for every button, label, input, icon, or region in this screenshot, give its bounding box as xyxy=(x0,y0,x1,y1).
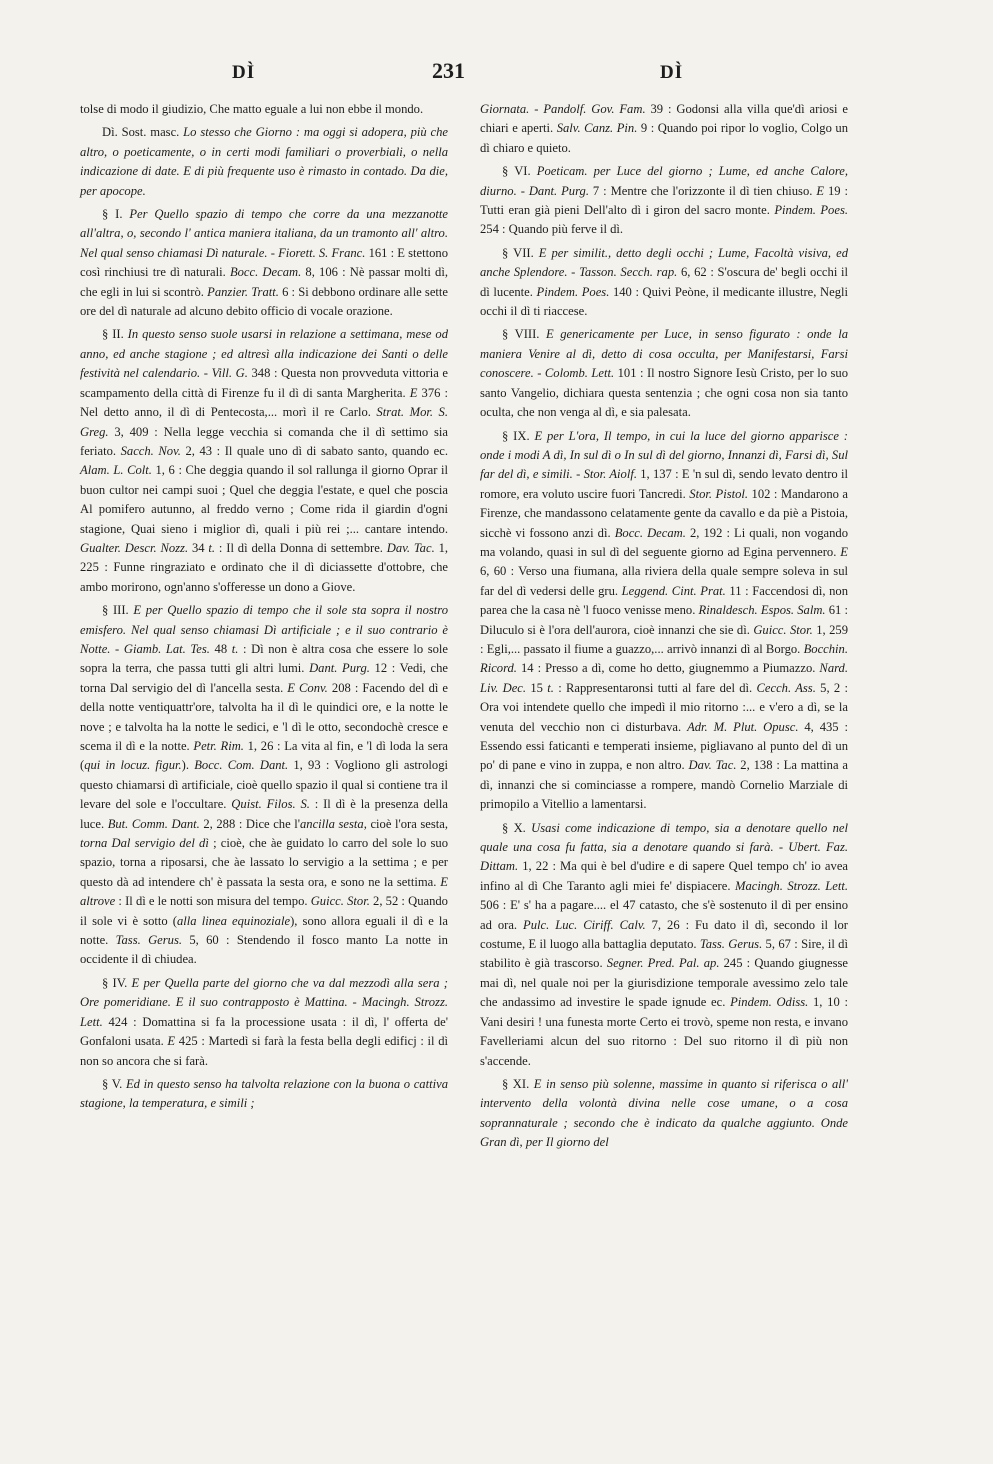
running-head-right: DÌ xyxy=(660,62,684,83)
entry-paragraph: § I. Per Quello spazio di tempo che corre da una mezzanotte all'altra, o, secondo l' antica maniera italiana, da un tramonto all' altro. Nel qual senso chiamasi Dì naturale. - Fiorett. S. Franc. 161 : E stettono così rinchiusi tre dì naturali. Bocc. Decam. 8, 106 : Nè passar molti dì, che egli in lui si scontrò. Panzier. Tratt. 6 : Si debbono ordinare alle sette ore del dì naturale ad alcuno debito officio di vocale orazione. xyxy=(80,207,449,319)
left-column xyxy=(80,100,448,1118)
right-column xyxy=(480,100,848,1157)
entry-paragraph: § IX. E per L'ora, Il tempo, in cui la luce del giorno apparisce : onde i modi A dì, In sul dì o In sul dì del giorno, Innanzi dì, Farsi dì, Sul far del dì, e simili. - Stor. Aiolf. 1, 137 : E 'n sul dì, sendo levato dentro il romore, era voluto uscire fuori Tancredi. Stor. Pistol. 102 : Mandarono a Firenze, che mandassono celatamente gente da cavallo e da piè a Pistoia, sicchè vi fossono anzi dì. Bocc. Decam. 2, 192 : Li quali, non vogando ma volando, quasi in sul dì del seguente giorno ad Egina pervennero. E 6, 60 : Verso una fiumana, alla riviera della quale sempre soleva in sul far del dì vedersi delle gru. Leggend. Cint. Prat. 11 : Faccendosi dì, non parea che la casa nè 'l fuoco venisse meno. Rinaldesch. Espos. Salm. 61 : Diluculo si è l'ora dell'aurora, cioè innanzi che sie dì. Guicc. Stor. 1, 259 : Egli,... passato il fiume a guazzo,... arrivò innanzi dì al Borgo. Bocchin. Ricord. 14 : Presso a dì, come ho detto, giugnemmo a Piumazzo. Nard. Liv. Dec. 15 t. : Rappresentaronsi tutti al fare del dì. Cecch. Ass. 5, 2 : Ora voi intendete quello che impedì il mio ritorno :... e v'ero a dì, se la venuta del vecchio non ci disturbava. Adr. M. Plut. Opusc. 4, 435 : Essendo essi faticanti e temperati insieme, pigliavano al punto del dì un po' di pane e vino in zuppa, e non altro. Dav. Tac. 2, 138 : La mattina a dì, innanzi che si cominciasse a rompere, mandò Cornelio Marziale di primopilo a Vitellio a lamentarsi. xyxy=(480,428,849,812)
entry-paragraph: § VII. E per similit., detto degli occhi ; Lume, Facoltà visiva, ed anche Splendore. - Tasson. Secch. rap. 6, 62 : S'oscura de' begli occhi il dì lucente. Pindem. Poes. 140 : Quivi Peòne, il medicante illustre, Negli occhi il dì ti riaccese. xyxy=(480,245,848,319)
running-head-left: DÌ xyxy=(232,62,256,83)
page-number: 231 xyxy=(432,58,465,83)
entry-paragraph: tolse di modo il giudizio, Che matto eguale a lui non ebbe il mondo. xyxy=(80,102,424,116)
entry-paragraph: § X. Usasi come indicazione di tempo, sia a denotare quello nel quale una cosa fu fatta, sia a denotare quando si farà. - Ubert. Faz. Dittam. 1, 22 : Ma qui è bel d'udire e di sapere Quel tempo ch' io avea infino al dì Che Taranto agli miei fe' dispiacere. Macingh. Strozz. Lett. 506 : E' s' ha a pagare.... el 47 catasto, che s'è sostenuto il dì per ensino ad ora. Pulc. Luc. Ciriff. Calv. 7, 26 : Fu dato il dì, secondo il lor costume, E il luogo alla battaglia deputato. Tass. Gerus. 5, 67 : Sire, il dì stabilito è già trascorso. Segner. Pred. Pal. ap. 245 : Quando giugnesse mai dì, nel quale noi per la giurisdizione temporale avessimo zelo tale che andassimo ad investire le spade ignude ec. Pindem. Odiss. 1, 10 : Vani desiri ! una funesta morte Certo ei trovò, speme non resta, e invano Favelleriami alcun del suo ritorno : Del suo ritorno il dì più non s'accende. xyxy=(480,820,849,1068)
entry-paragraph: § III. E per Quello spazio di tempo che il sole sta sopra il nostro emisfero. Nel qual senso chiamasi Dì artificiale ; e il suo contrario è Notte. - Giamb. Lat. Tes. 48 t. : Dì non è altra cosa che essere lo sole sopra la terra, che passa tutti gli altri lumi. Dant. Purg. 12 : Vedi, che torna Dal servigio del dì l'ancella sesta. E Conv. 208 : Facendo del dì e della notte ventiquattr'ore, talvolta ha il dì le quindici ore, e la notte le nove ; e talvolta ha la notte le sedici, e 'l dì le otto, secondochè cresce e scema il dì e la notte. Petr. Rim. 1, 26 : La vita al fin, e 'l dì loda la sera (qui in locuz. figur.). Bocc. Com. Dant. 1, 93 : Vogliono gli astrologi questo chiamarsi dì artificiale, cioè quello spazio il qual si contiene tra il levare del sole e l'occultare. Quist. Filos. S. : Il dì è la presenza della luce. But. Comm. Dant. 2, 288 : Dice che l'ancilla sesta, cioè l'ora sesta, torna Dal servigio del dì ; cioè, che àe guidato lo carro del sole lo suo spazio, torna a riposarsi, che àe lassato lo servigio a la settima ; e per questo dà ad intendere ch' è passata la sesta ora, e sono ne la settima. E altrove : Il dì e le notti son misura del tempo. Guicc. Stor. 2, 52 : Quando il sole vi è sotto (alla linea equinoziale), sono allora eguali il dì e la notte. Tass. Gerus. 5, 60 : Stendendo il fosco manto La notte in occidente il dì chiudea. xyxy=(80,603,449,967)
entry-paragraph: Giornata. - Pandolf. Gov. Fam. 39 : Godonsi alla villa que'dì ariosi e chiari e aperti. Salv. Canz. Pin. 9 : Quando poi ripor lo voglio, Colgo un dì chiaro e quieto. xyxy=(480,102,849,155)
entry-paragraph: § V. Ed in questo senso ha talvolta relazione con la buona o cattiva stagione, la temperatura, e simili ; xyxy=(80,1076,448,1111)
entry-paragraph: § IV. E per Quella parte del giorno che va dal mezzodì alla sera ; Ore pomeridiane. E il suo contrapposto è Mattina. - Macingh. Strozz. Lett. 424 : Domattina si fa la processione usata : il dì, l' offerta de' Gonfaloni usata. E 425 : Martedì si farà la festa bella degli edificj : il dì non so ancora che si farà. xyxy=(80,975,448,1068)
entry-paragraph: § XI. E in senso più solenne, massime in quanto si riferisca o all' intervento della volontà divina nelle cose umane, o a cosa soprannaturale ; secondo che è indicato da qualche aggiunto. Onde Gran dì, per Il giorno del xyxy=(480,1076,848,1150)
entry-paragraph: Dì. Sost. masc. Lo stesso che Giorno : ma oggi si adopera, più che altro, o poeticamente, o in certi modi familiari o proverbiali, o nella indicazione di date. E di più frequente uso è rimasto in contado. Da die, per apocope. xyxy=(80,125,448,198)
entry-paragraph: § VIII. E genericamente per Luce, in senso figurato : onde la maniera Venire al dì, detto di cosa occulta, per Manifestarsi, Farsi conoscere. - Colomb. Lett. 101 : Il nostro Signore Iesù Cristo, per lo suo santo Vangelio, dichiara questa sentenzia ; che ogni cosa non sia tanto oculta, che non venga al dì, e sia palesata. xyxy=(480,327,848,420)
entry-paragraph: § VI. Poeticam. per Luce del giorno ; Lume, ed anche Calore, diurno. - Dant. Purg. 7 : Mentre che l'orizzonte il dì tien chiuso. E 19 : Tutti eran già pieni Dell'alto dì i giron del sacro monte. Pindem. Poes. 254 : Quando più ferve il dì. xyxy=(480,164,849,237)
entry-paragraph: § II. In questo senso suole usarsi in relazione a settimana, mese od anno, ed anche stagione ; ed altresì alla indicazione dei Santi o delle festività nel calendario. - Vill. G. 348 : Questa non provveduta vittoria e scampamento della città di Firenze fu il dì di santa Margherita. E 376 : Nel detto anno, il dì di Pentecosta,... morì il re Carlo. Strat. Mor. S. Greg. 3, 409 : Nella legge vecchia si comanda che il dì settimo sia feriato. Sacch. Nov. 2, 43 : Il quale uno dì di sabato santo, quando ec. Alam. L. Colt. 1, 6 : Che deggia quando il sol rallunga il giorno Oprar il buon cultor nei campi suoi ; Quel che deggia l'estate, e quel che poscia Al pomifero autunno, al freddo verno ; Come rida il giardin d'ogni stagione, Quai sieno i miglior dì, quali i più rei ;... cantare intendo. Gualter. Descr. Nozz. 34 t. : Il dì della Donna di settembre. Dav. Tac. 1, 225 : Funne ringraziato e ordinato che il dì diciassette d'ottobre, che ambo morirono, ogn'anno s'offeresse un dono a Giove. xyxy=(80,327,449,594)
